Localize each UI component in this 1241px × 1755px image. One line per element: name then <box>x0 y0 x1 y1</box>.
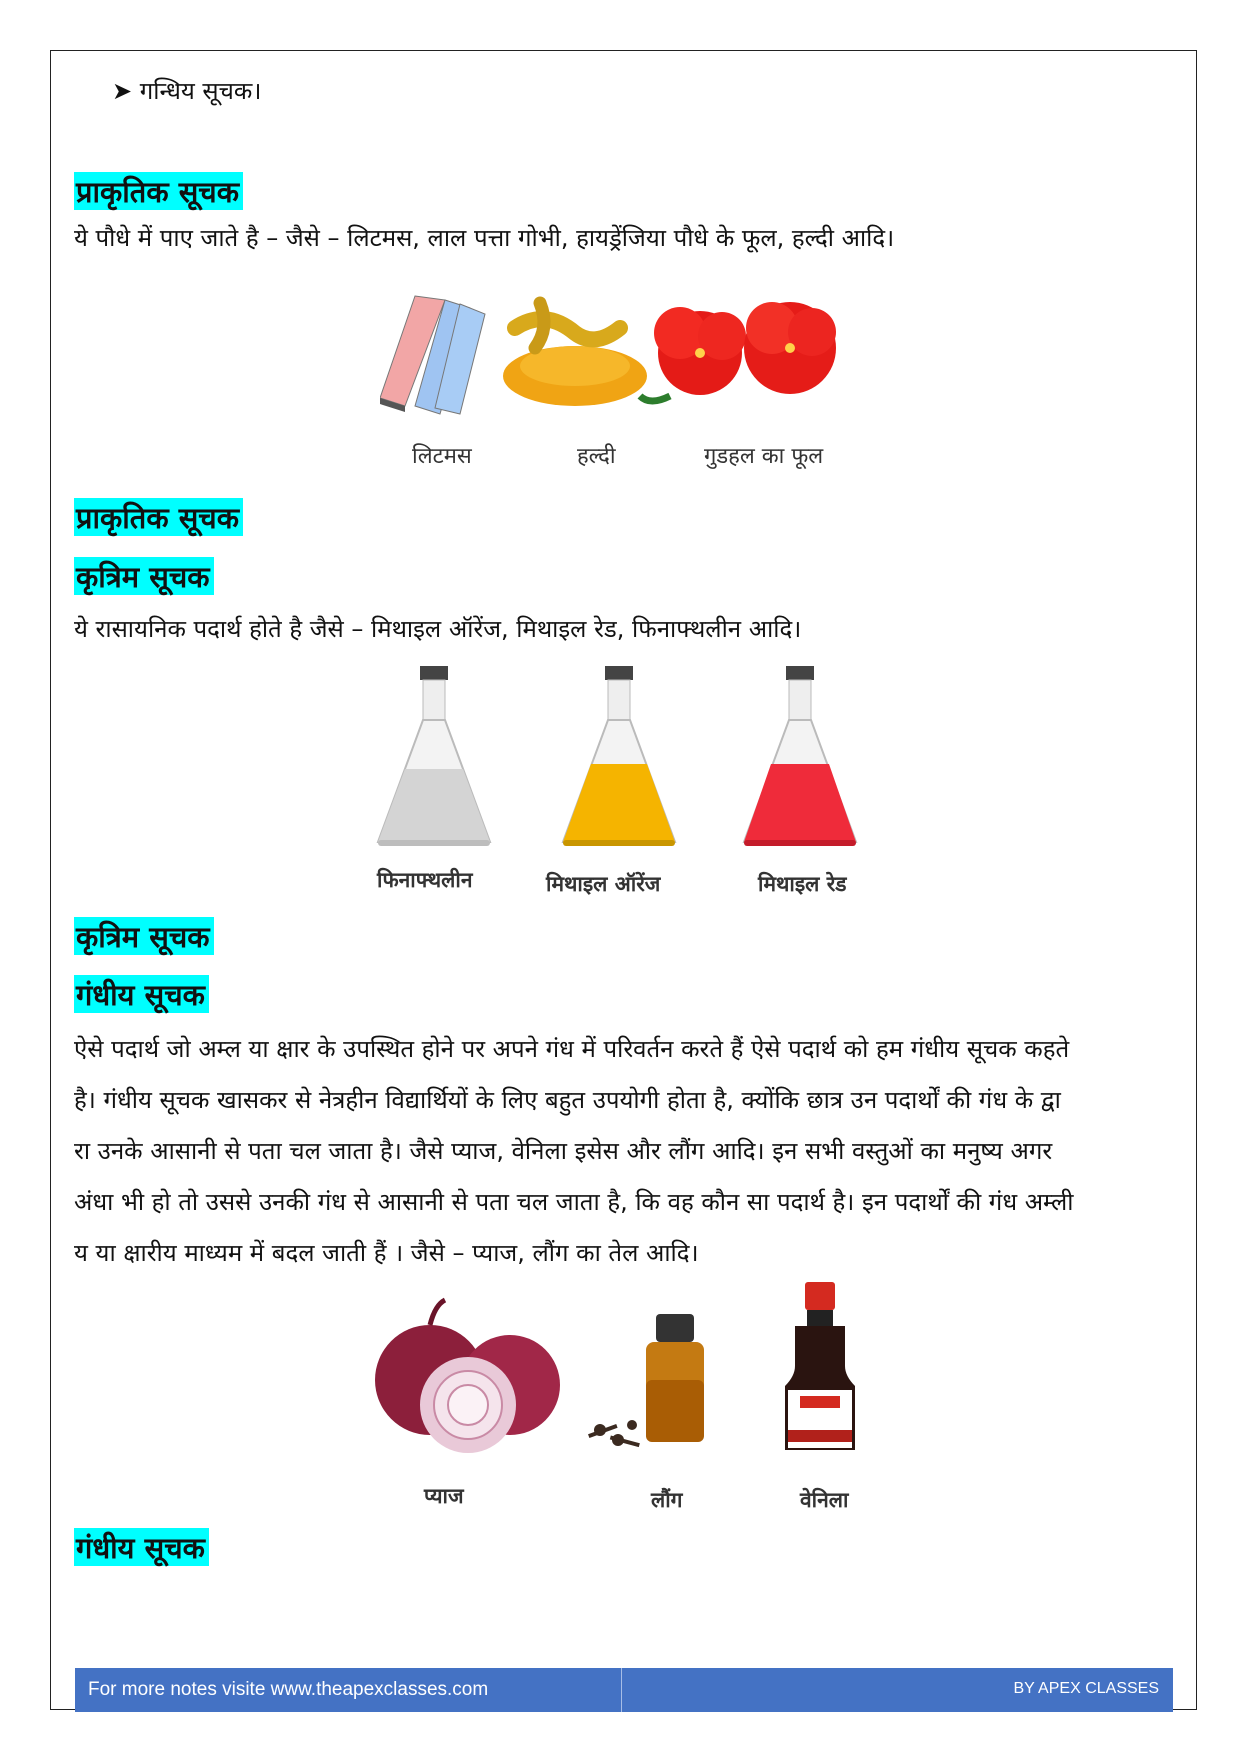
caption-methyl-red: मिथाइल रेड <box>758 872 847 896</box>
natural-indicator-text: ये पौधे में पाए जाते है – जैसे – लिटमस, लाल पत्ता गोभी, हायड्रेंजिया पौधे के फूल, हल्दी आदि। <box>74 224 895 252</box>
caption-litmus: लिटमस <box>412 444 472 469</box>
onion-icon <box>375 1300 560 1453</box>
vanilla-bottle-icon <box>785 1282 855 1450</box>
bullet-item: ➤ गन्धिय सूचक। <box>112 77 262 105</box>
olfactory-indicator-heading: गंधीय सूचक <box>74 975 209 1013</box>
olfactory-line: है। गंधीय सूचक खासकर से नेत्रहीन विद्यार्थियों के लिए बहुत उपयोगी होता है, क्योंकि छात्र उन पदार्थों की गंध के द्वा <box>74 1086 1061 1114</box>
phenolphthalein-flask-icon <box>378 666 490 846</box>
olfactory-line: रा उनके आसानी से पता चल जाता है। जैसे प्याज, वेनिला इसेस और लौंग आदि। इन सभी वस्तुओं का मनुष्य अगर <box>74 1137 1053 1165</box>
caption-phenolphthalein: फिनाफ्थलीन <box>377 868 473 892</box>
caption-onion: प्याज <box>424 1484 464 1508</box>
olfactory-indicator-heading-repeat: गंधीय सूचक <box>74 1528 209 1566</box>
footer-brand-text: BY APEX CLASSES <box>1013 1680 1159 1697</box>
litmus-paper-icon <box>380 296 485 414</box>
olfactory-line: ऐसे पदार्थ जो अम्ल या क्षार के उपस्थित होने पर अपने गंध में परिवर्तन करते हैं ऐसे पदार्थ को हम गंधीय सूचक कहते <box>74 1035 1070 1063</box>
olfactory-indicator-text <box>74 1024 1174 1279</box>
methyl-orange-flask-icon <box>563 666 675 846</box>
caption-hibiscus: गुडहल का फूल <box>704 444 824 469</box>
footer-divider <box>621 1668 622 1712</box>
synthetic-indicator-heading: कृत्रिम सूचक <box>74 557 214 595</box>
natural-indicator-heading: प्राकृतिक सूचक <box>74 172 243 210</box>
synthetic-indicator-heading-repeat: कृत्रिम सूचक <box>74 917 214 955</box>
olfactory-line: य या क्षारीय माध्यम में बदल जाती हैं । जैसे – प्याज, लौंग का तेल आदि। <box>74 1239 699 1267</box>
caption-vanilla: वेनिला <box>800 1488 849 1512</box>
turmeric-icon <box>503 303 647 406</box>
caption-clove: लौंग <box>651 1488 683 1512</box>
synthetic-indicator-text: ये रासायनिक पदार्थ होते है जैसे – मिथाइल ऑरेंज, मिथाइल रेड, फिनाफ्थलीन आदि। <box>74 615 802 643</box>
footer-website-text: For more notes visite www.theapexclasses.com <box>88 1679 489 1700</box>
conical-flasks-illustration <box>375 664 875 854</box>
methyl-red-flask-icon <box>744 666 856 846</box>
olfactory-line: अंधा भी हो तो उससे उनकी गंध से आसानी से पता चल जाता है, कि वह कौन सा पदार्थ है। इन पदार्थों की गंध अम्ली <box>74 1188 1074 1216</box>
caption-methyl-orange: मिथाइल ऑरेंज <box>546 872 661 896</box>
clove-oil-bottle-icon <box>588 1314 704 1447</box>
footer-bar <box>75 1668 1173 1712</box>
hibiscus-flower-icon <box>640 302 836 401</box>
natural-indicator-heading-repeat: प्राकृतिक सूचक <box>74 498 243 536</box>
natural-indicators-illustration <box>380 288 860 428</box>
caption-turmeric: हल्दी <box>577 444 616 469</box>
olfactory-indicators-illustration <box>370 1280 880 1470</box>
